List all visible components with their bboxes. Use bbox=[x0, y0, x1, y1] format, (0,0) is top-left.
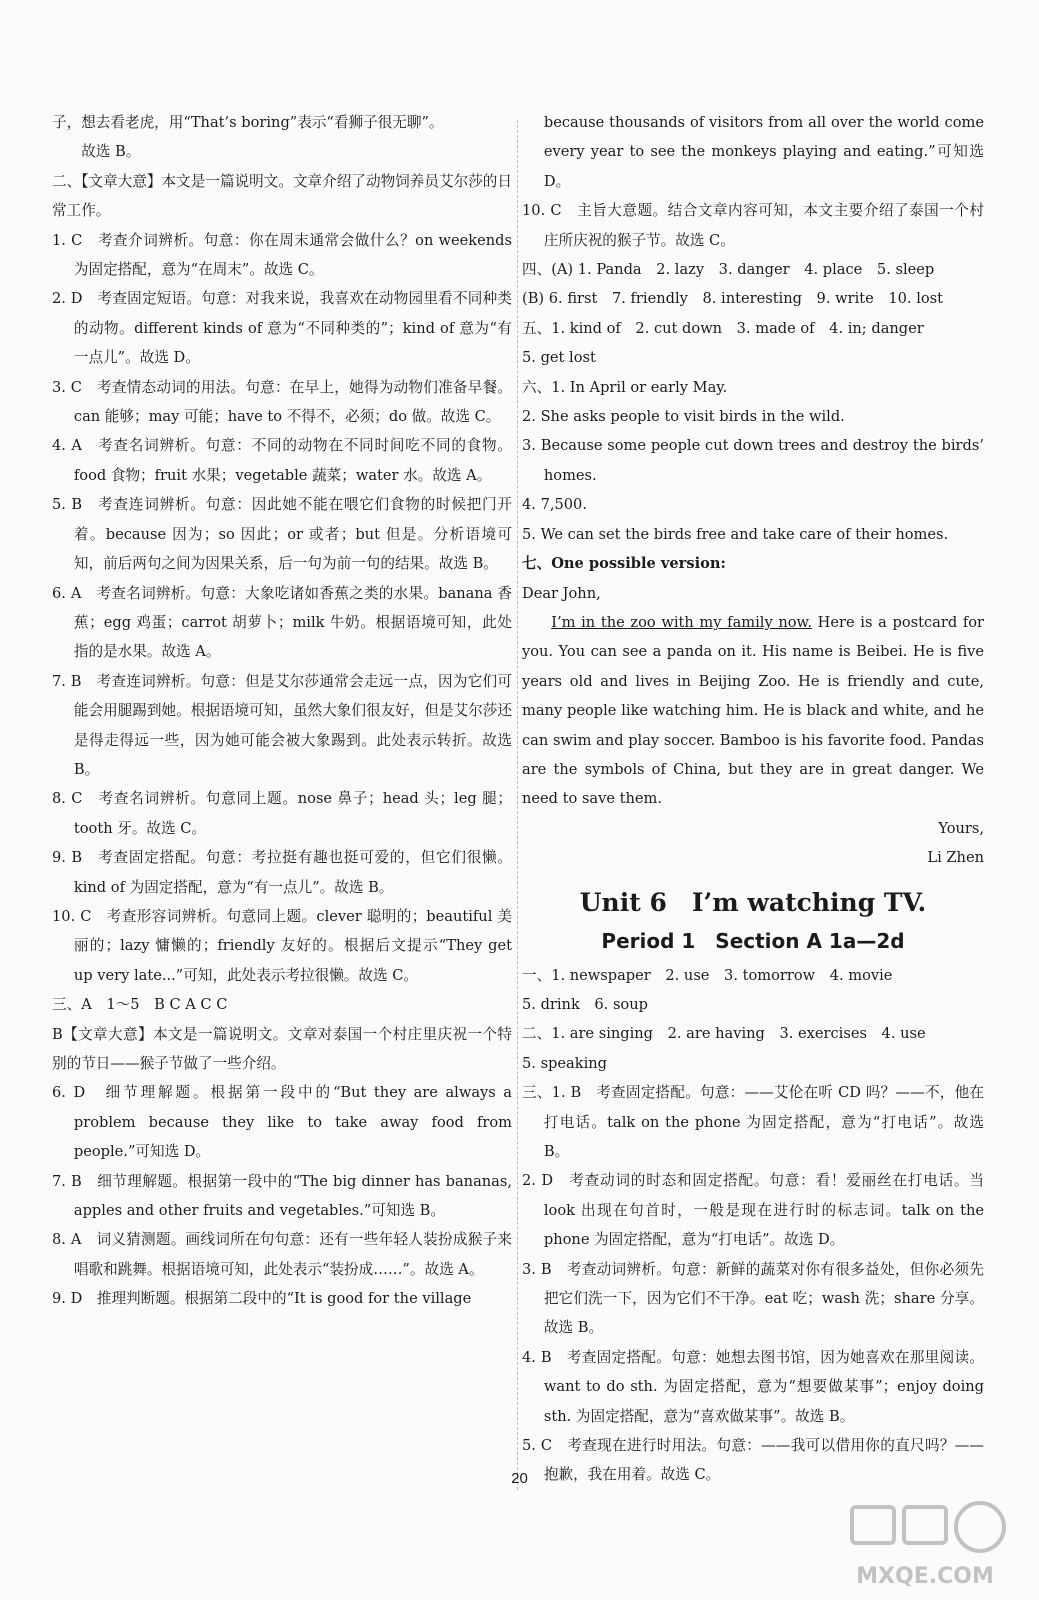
answer-item: 9. D 推理判断题。根据第二段中的“It is good for the village bbox=[52, 1290, 472, 1308]
answer-item: 6. A 考查名词辨析。句意：大象吃诸如香蕉之类的水果。banana 香蕉；egg 鸡蛋；carrot 胡萝卜；milk 牛奶。根据语境可知，此处指的是水果。故选 A。 bbox=[52, 584, 512, 661]
answer-item: 8. A 词义猜测题。画线词所在句句意：还有一些年轻人装扮成猴子来唱歌和跳舞。根据语境可知，此处表示“装扮成……”。故选 A。 bbox=[52, 1231, 512, 1278]
underlined-sentence: I’m in the zoo with my family now. bbox=[551, 613, 812, 631]
letter-signature: Li Zhen bbox=[927, 849, 984, 867]
watermark-text: MXQE.COM bbox=[856, 1564, 994, 1589]
unit-title: Unit 6 I’m watching TV. bbox=[579, 887, 927, 917]
page-number: 20 bbox=[511, 1470, 528, 1487]
answer-item: 1. C 考查介词辨析。句意：你在周末通常会做什么？on weekends 为固定搭配，意为“在周末”。故选 C。 bbox=[52, 231, 512, 279]
answer-item: 3. B 考查动词辨析。句意：新鲜的蔬菜对你有很多益处，但你必须先把它们洗一下，因为它们不干净。eat 吃；wash 洗；share 分享。故选 B。 bbox=[522, 1260, 984, 1337]
section-heading: 七、One possible version: bbox=[522, 555, 726, 573]
answer-item: 4. B 考查固定搭配。句意：她想去图书馆，因为她喜欢在那里阅读。want to do sth. 为固定搭配，意为“想要做某事”；enjoy doing sth. 为固定搭配，意为“喜欢做某事”。故选 B。 bbox=[522, 1348, 984, 1425]
answer-row: 5. get lost bbox=[522, 349, 596, 367]
answer-item: 9. B 考查固定搭配。句意：考拉挺有趣也挺可爱的，但它们很懒。kind of 为固定搭配，意为“有一点儿”。故选 B。 bbox=[52, 849, 512, 896]
answer-row: 2. She asks people to visit birds in the wild. bbox=[522, 408, 845, 426]
answer-row: 四、(A) 1. Panda 2. lazy 3. danger 4. place 5. sleep bbox=[522, 261, 935, 279]
answer-item: 2. D 考查固定短语。句意：对我来说，我喜欢在动物园里看不同种类的动物。different kinds of 意为“不同种类的”；kind of 意为“有一点儿”。故选 D。 bbox=[52, 290, 512, 367]
answer-item: 10. C 考查形容词辨析。句意同上题。clever 聪明的；beautiful 美丽的；lazy 慵懒的；friendly 友好的。根据后文提示“They get up very late...”可知，此处表示考拉很懒。故选 C。 bbox=[52, 907, 512, 984]
letter-closing: Yours, bbox=[938, 819, 984, 837]
answer-item: 三、1. B 考查固定搭配。句意：——艾伦在听 CD 吗？——不，他在打电话。talk on the phone 为固定搭配，意为“打电话”。故选 B。 bbox=[522, 1084, 984, 1160]
answer-item: 8. C 考查名词辨析。句意同上题。nose 鼻子；head 头；leg 腿；tooth 牙。故选 C。 bbox=[52, 790, 512, 837]
answer-continued: because thousands of visitors from all over the world come every year to see the monkeys playing and eating.”可知选 D。 bbox=[543, 114, 984, 190]
left-column bbox=[52, 108, 512, 1314]
answer-item: 6. D 细节理解题。根据第一段中的“But they are always a problem because they like to take away food from people.”可知选 D。 bbox=[52, 1084, 512, 1161]
answer-row: (B) 6. first 7. friendly 8. interesting 9. write 10. lost bbox=[522, 290, 944, 308]
right-column bbox=[522, 108, 984, 1490]
letter-salutation: Dear John, bbox=[522, 584, 601, 602]
period-title: Period 1 Section A 1a—2d bbox=[601, 928, 905, 953]
letter-body bbox=[522, 608, 984, 814]
answer-row: 一、1. newspaper 2. use 3. tomorrow 4. movie bbox=[522, 966, 893, 984]
column-divider bbox=[517, 120, 518, 1490]
answer-row: 4. 7,500. bbox=[522, 496, 587, 514]
answer-text: 子，想去看老虎，用“That’s boring”表示“看狮子很无聊”。 bbox=[52, 114, 444, 131]
answer-item: 7. B 考查连词辨析。句意：但是艾尔莎通常会走远一点，因为它们可能会用腿踢到她。根据语境可知，虽然大象们很友好，但是艾尔莎还是得走得远一些，因为她可能会被大象踢到。此处表示转折。故选 B。 bbox=[52, 672, 512, 778]
section-heading: 三、A 1～5 B C A C C bbox=[52, 996, 228, 1014]
answer-row: 六、1. In April or early May. bbox=[522, 378, 728, 396]
answer-item: 5. C 考查现在进行时用法。句意：——我可以借用你的直尺吗？——抱歉，我在用着。故选 C。 bbox=[522, 1437, 984, 1484]
answer-row: 5. speaking bbox=[522, 1054, 607, 1072]
watermark-logo bbox=[840, 1495, 1010, 1595]
answer-row: 5. drink 6. soup bbox=[522, 995, 648, 1013]
answer-item: 5. B 考查连词辨析。句意：因此她不能在喂它们食物的时候把门开着。because 因为；so 因此；or 或者；but 但是。分析语境可知，前后两句之间为因果关系，后一句为前一句的结果。故选 B。 bbox=[52, 496, 512, 573]
section-heading: 二、【文章大意】本文是一篇说明文。文章介绍了动物饲养员艾尔莎的日常工作。 bbox=[52, 172, 512, 220]
answer-item: 3. C 考查情态动词的用法。句意：在早上，她得为动物们准备早餐。can 能够；may 可能；have to 不得不，必须；do 做。故选 C。 bbox=[52, 378, 512, 426]
answer-text: 故选 B。 bbox=[81, 143, 141, 161]
answer-item: 4. A 考查名词辨析。句意：不同的动物在不同时间吃不同的食物。food 食物；fruit 水果；vegetable 蔬菜；water 水。故选 A。 bbox=[52, 437, 512, 484]
answer-item: 7. B 细节理解题。根据第一段中的“The big dinner has bananas, apples and other fruits and vegetables.”可知选 B。 bbox=[52, 1172, 512, 1220]
answer-row: 5. We can set the birds free and take care of their homes. bbox=[522, 525, 949, 543]
answer-item: 10. C 主旨大意题。结合文章内容可知，本文主要介绍了泰国一个村庄所庆祝的猴子节。故选 C。 bbox=[522, 202, 984, 249]
answer-row: 五、1. kind of 2. cut down 3. made of 4. in; danger bbox=[522, 319, 924, 337]
answer-row: 二、1. are singing 2. are having 3. exercises 4. use bbox=[522, 1025, 926, 1043]
letter-body-text: Here is a postcard for you. You can see a panda on it. His name is Beibei. He is five years old and lives in Beijing Zoo. He is friendly and cute, many people like watching him. He is black and white, and he can swim and play soccer. Bamboo is his favorite food. Pandas are the symbols of China, but they are in great danger. We need to save them. bbox=[522, 613, 984, 808]
answer-item: 2. D 考查动词的时态和固定搭配。句意：看！爱丽丝在打电话。当 look 出现在句首时，一般是现在进行时的标志词。talk on the phone 为固定搭配，意为“打电话”。故选 D。 bbox=[522, 1172, 984, 1249]
section-heading: B【文章大意】本文是一篇说明文。文章对泰国一个村庄里庆祝一个特别的节日——猴子节做了一些介绍。 bbox=[52, 1025, 512, 1072]
answer-row: 3. Because some people cut down trees and destroy the birds’ homes. bbox=[522, 437, 984, 484]
